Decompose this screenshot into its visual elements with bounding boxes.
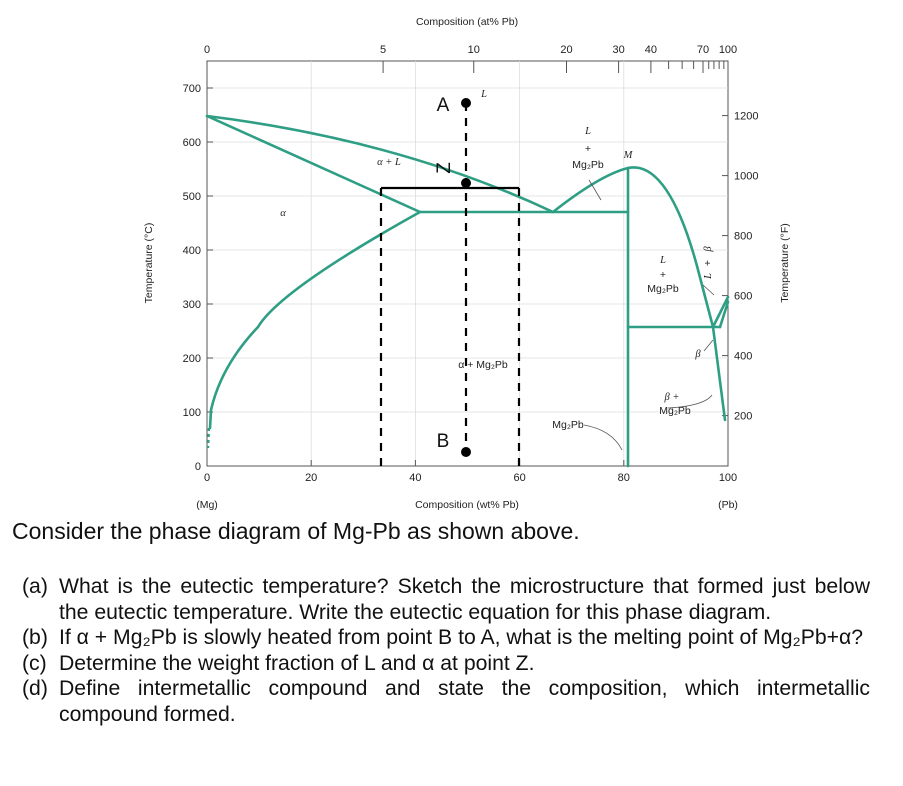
axis-ticks [183, 44, 759, 484]
point-z-marker [461, 178, 471, 188]
alpha-solvus-dashed [208, 428, 209, 448]
construction-lines [381, 103, 519, 466]
phase-label-beta-l-2: + [702, 259, 714, 267]
bottom-tick-label: 60 [513, 472, 526, 484]
point-b-marker [461, 447, 471, 457]
right-tick-label: 1000 [734, 170, 759, 183]
phase-label-plus-right: + [659, 269, 667, 281]
plot-frame [207, 61, 728, 466]
phase-label-alpha: α [280, 208, 286, 219]
point-b-label: B [436, 431, 450, 452]
phase-label-mg2pb: Mg₂Pb [552, 419, 584, 431]
phase-label-plus-left: + [584, 143, 592, 155]
phase-label-l-right: L [660, 255, 666, 266]
right-axis-label: Temperature (°F) [779, 223, 791, 303]
phase-label-beta-l-3: L [703, 273, 714, 279]
top-tick-label: 20 [560, 44, 573, 56]
point-a-marker [461, 98, 471, 108]
bottom-tick-label: 100 [718, 472, 738, 484]
question-b-text: If α + Mg₂Pb is slowly heated from point B to A, what is the melting point of Mg₂Pb+α? [59, 626, 864, 649]
top-tick-label: 5 [380, 44, 387, 56]
question-list [22, 574, 870, 727]
bottom-tick-label: 20 [305, 472, 318, 484]
right-tick-label: 600 [734, 290, 753, 303]
right-tick-label: 800 [734, 230, 753, 243]
right-tick-label: 200 [734, 410, 753, 423]
left-tick-label: 200 [182, 353, 201, 365]
left-tick-label: 500 [182, 191, 201, 203]
left-tick-label: 700 [182, 83, 201, 95]
phase-label-beta-l-1: β [703, 246, 714, 252]
top-tick-label: 10 [467, 44, 480, 56]
phase-label-l: L [481, 89, 487, 100]
left-tick-label: 100 [182, 407, 201, 419]
point-a-label: A [436, 95, 450, 116]
label-pointers [584, 180, 714, 450]
grid [207, 61, 728, 466]
top-tick-label: 40 [644, 44, 658, 56]
top-axis-label: Composition (at% Pb) [415, 16, 519, 28]
phase-label-alpha-plus-l: α + L [377, 157, 401, 168]
alpha-solvus [210, 212, 420, 428]
bottom-tick-label: 0 [203, 472, 211, 484]
question-c [22, 651, 870, 677]
top-tick-label: 100 [718, 44, 738, 56]
phase-label-beta-mg2pb-top: β + [664, 392, 680, 403]
phase-label-beta-mg2pb-bottom: Mg₂Pb [659, 405, 691, 417]
phase-label-mg2pb-left: Mg₂Pb [572, 159, 604, 171]
question-d [22, 676, 870, 727]
bottom-tick-label: 40 [409, 472, 422, 484]
phase-label-alpha-mg2pb: α + Mg₂Pb [458, 359, 508, 371]
intro-text: Consider the phase diagram of Mg-Pb as shown above. [12, 518, 580, 544]
bottom-axis-label: Composition (wt% Pb) [415, 499, 519, 511]
phase-label-l-left: L [585, 126, 591, 137]
question-a-text: What is the eutectic temperature? Sketch the microstructure that formed just below the eutectic temperature. Write the eutectic equation for this phase diagram. [59, 575, 870, 624]
right-end-label: (Pb) [718, 499, 738, 511]
right-tick-label: 1200 [734, 110, 759, 123]
question-a-label: (a) [22, 575, 48, 598]
question-a [22, 574, 870, 625]
question-b [22, 625, 870, 651]
question-d-label: (d) [22, 677, 48, 700]
point-z-label: Z [434, 162, 455, 174]
left-tick-label: 600 [182, 137, 201, 149]
question-c-text: Determine the weight fraction of L and α at point Z. [59, 651, 535, 675]
left-tick-label: 300 [182, 299, 201, 311]
liquidus-Mg2Pb-right [628, 167, 713, 327]
left-tick-label: 0 [194, 461, 201, 473]
question-d-text: Define intermetallic compound and state the composition, which intermetallic compound formed. [59, 677, 870, 726]
question-c-label: (c) [22, 651, 47, 675]
liquidus-to-Mg2Pb-left [553, 168, 628, 212]
top-tick-label: 30 [612, 44, 625, 56]
left-axis-label: Temperature (°C) [143, 222, 155, 304]
left-tick-label: 400 [182, 245, 201, 257]
top-tick-label: 0 [203, 44, 211, 56]
right-tick-label: 400 [734, 350, 753, 363]
question-b-label: (b) [22, 626, 48, 649]
phase-label-m: M [623, 150, 633, 161]
bottom-tick-label: 80 [617, 472, 630, 484]
beta-solvus [713, 327, 725, 420]
phase-label-mg2pb-right: Mg₂Pb [647, 283, 679, 295]
top-tick-label: 70 [696, 44, 710, 56]
phase-label-beta: β [695, 349, 701, 360]
left-end-label: (Mg) [196, 499, 218, 511]
